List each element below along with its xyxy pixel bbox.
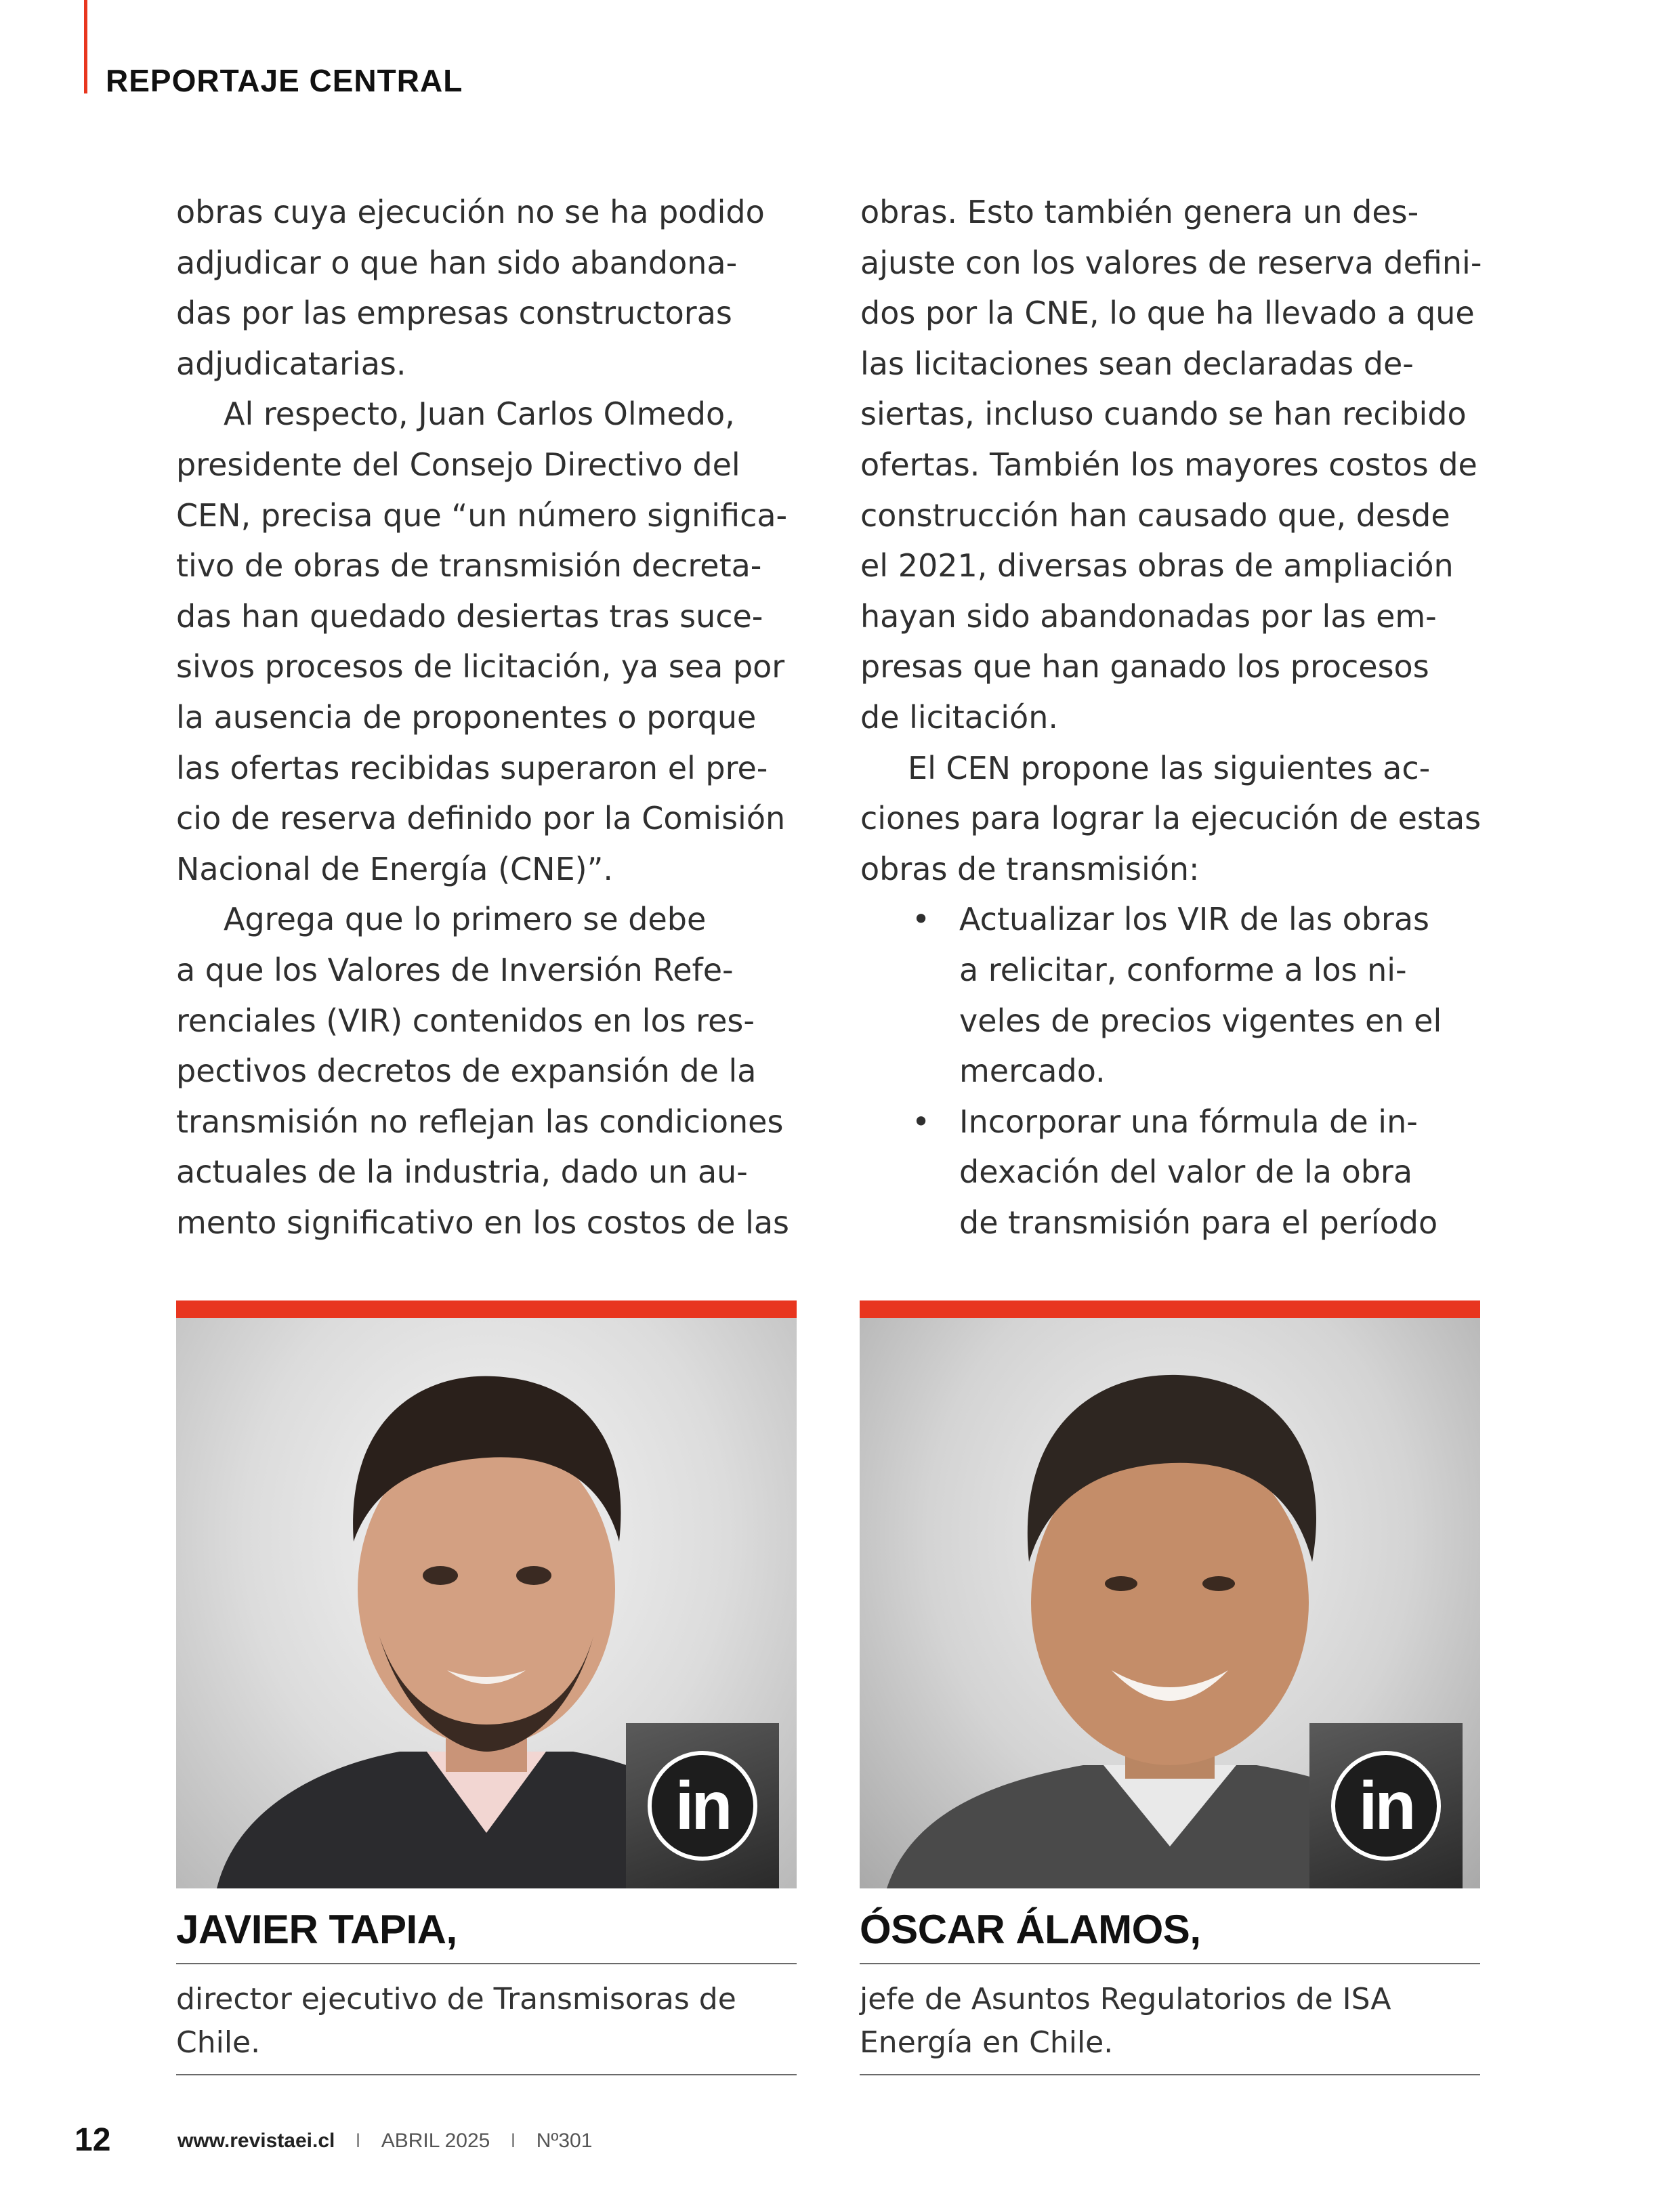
text-line: adjudicatarias. <box>176 345 406 382</box>
text-line: veles de precios vigentes en el <box>959 1002 1442 1039</box>
text-line: CEN, precisa que “un número significa- <box>176 496 788 534</box>
person-role: jefe de Asuntos Regulatorios de ISA Energía en Chile. <box>860 1964 1480 2075</box>
bullet-item <box>860 894 1490 945</box>
text-line: das han quedado desiertas tras suce- <box>176 597 763 635</box>
text-line: las licitaciones sean declaradas de- <box>860 345 1414 382</box>
article-column-right <box>860 187 1490 1248</box>
text-line: cio de reserva definido por la Comisión <box>176 800 786 837</box>
text-line: mento significativo en los costos de las <box>176 1204 790 1241</box>
text-line: sivos procesos de licitación, ya sea por <box>176 648 785 685</box>
text-line: adjudicar o que han sido abandona- <box>176 244 738 281</box>
profile-card <box>176 1300 797 2075</box>
portrait-photo <box>176 1318 797 1888</box>
issue-number: Nº301 <box>536 2130 593 2152</box>
text-line: pectivos decretos de expansión de la <box>176 1053 757 1090</box>
page-footer <box>0 2121 1680 2162</box>
issue-date: ABRIL 2025 <box>381 2130 490 2152</box>
text-line: das por las empresas constructoras <box>176 295 732 332</box>
text-line: el 2021, diversas obras de ampliación <box>860 547 1454 585</box>
person-name: JAVIER TAPIA, <box>176 1906 797 1964</box>
text-line: la ausencia de proponentes o porque <box>176 698 757 736</box>
text-line: de transmisión para el período <box>959 1204 1438 1241</box>
bullet-text: Incorporar una fórmula de in- <box>959 1103 1418 1140</box>
text-line: presidente del Consejo Directivo del <box>176 446 740 483</box>
text-line: siertas, incluso cuando se han recibido <box>860 396 1467 433</box>
text-line: a que los Valores de Inversión Refe- <box>176 951 734 988</box>
linkedin-icon: in <box>1331 1751 1441 1861</box>
page-number: 12 <box>75 2122 111 2158</box>
bullet-icon: • <box>912 901 931 938</box>
footer-separator: I <box>355 2130 361 2152</box>
website-link[interactable]: www.revistaei.cl <box>177 2130 335 2152</box>
card-accent-bar <box>176 1300 797 1318</box>
text-line: ciones para lograr la ejecución de estas <box>860 800 1482 837</box>
header-accent-bar <box>84 0 87 93</box>
footer-separator: I <box>510 2130 516 2152</box>
person-role: director ejecutivo de Transmisoras de Chile. <box>176 1964 797 2075</box>
article-column-left <box>176 187 806 1248</box>
footer-meta <box>177 2130 592 2153</box>
section-label: REPORTAJE CENTRAL <box>106 63 463 98</box>
text-line: ofertas. También los mayores costos de <box>860 446 1477 483</box>
linkedin-icon: in <box>648 1751 757 1861</box>
text-line: obras cuya ejecución no se ha podido <box>176 194 765 230</box>
text-line: ajuste con los valores de reserva defini- <box>860 244 1482 281</box>
text-line: hayan sido abandonadas por las em- <box>860 597 1437 635</box>
text-line: obras de transmisión: <box>860 850 1200 887</box>
text-line: obras. Esto también genera un des- <box>860 194 1419 230</box>
text-line: dos por la CNE, lo que ha llevado a que <box>860 295 1475 332</box>
text-line: actuales de la industria, dado un au- <box>176 1154 748 1191</box>
bullet-text: Actualizar los VIR de las obras <box>959 901 1429 938</box>
text-line: renciales (VIR) contenidos en los res- <box>176 1002 755 1039</box>
person-name: ÓSCAR ÁLAMOS, <box>860 1906 1480 1964</box>
linkedin-button[interactable] <box>1309 1723 1463 1888</box>
portrait-photo <box>860 1318 1480 1888</box>
text-line: transmisión no reflejan las condiciones <box>176 1103 784 1140</box>
text-line: Nacional de Energía (CNE)”. <box>176 850 614 887</box>
text-line: Agrega que lo primero se debe <box>224 901 707 938</box>
text-line: a relicitar, conforme a los ni- <box>959 951 1407 988</box>
text-line: tivo de obras de transmisión decreta- <box>176 547 762 585</box>
text-line: construcción han causado que, desde <box>860 496 1450 534</box>
text-line: presas que han ganado los procesos <box>860 648 1429 685</box>
linkedin-button[interactable] <box>626 1723 779 1888</box>
text-line: las ofertas recibidas superaron el pre- <box>176 749 768 786</box>
text-line: dexación del valor de la obra <box>959 1154 1413 1191</box>
text-line: de licitación. <box>860 698 1058 736</box>
bullet-icon: • <box>912 1103 931 1140</box>
card-accent-bar <box>860 1300 1480 1318</box>
text-line: El CEN propone las siguientes ac- <box>908 749 1431 786</box>
profile-card <box>860 1300 1480 2075</box>
text-line: mercado. <box>959 1053 1106 1090</box>
text-line: Al respecto, Juan Carlos Olmedo, <box>224 396 735 433</box>
bullet-item <box>860 1097 1490 1147</box>
